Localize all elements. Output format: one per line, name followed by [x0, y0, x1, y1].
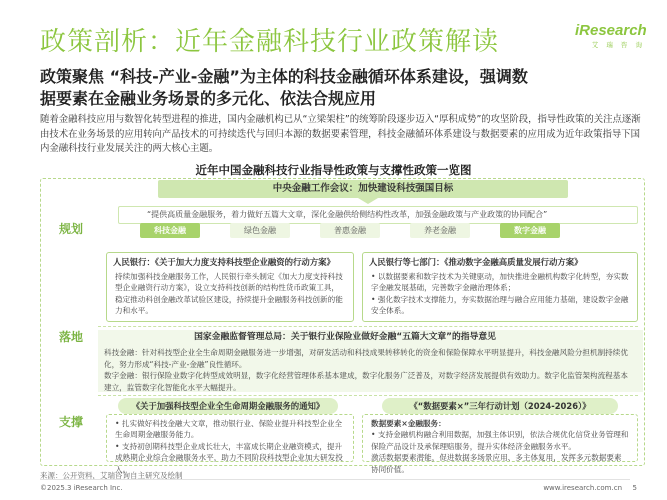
footer-divider: [40, 479, 630, 480]
iresearch-logo: [575, 22, 645, 49]
box-bullet: • 强化数字技术支撑能力，夯实数据治理与融合应用能力基础，建设数字金融安全体系。: [371, 294, 629, 316]
box-label: 数据要素×金融服务：: [371, 419, 446, 428]
tag-inclusive-finance: 普惠金融: [320, 223, 380, 238]
logo-brand: iResearch: [575, 22, 647, 39]
website-link[interactable]: www.iresearch.com.cn: [543, 484, 622, 492]
box-title: 人民银行：《关于加大力度支持科技型企业融资的行动方案》: [113, 257, 335, 267]
nfra-guidance-title: 国家金融监督管理总局：关于银行业保险业做好金融“五篇大文章”的指导意见: [194, 332, 496, 342]
subtitle: [40, 66, 640, 110]
data-elements-plan-box: [362, 414, 638, 474]
tech-finance-line: 科技金融：针对科技型企业全生命周期金融服务进一步增强，对研发活动和科技成果转移转化的资金和保险保障水平明显提升，科技金融风险分担机制持续优化，努力形成“科技-产业-金融”良性循环。: [104, 348, 628, 369]
logo-sub: 艾 瑞 咨 询: [591, 41, 645, 49]
box-body: 持续加强科技金融服务工作，人民银行牵头制定《加大力度支持科技型企业融资行动方案》，设立支持科技创新的结构性货币政策工具，稳定推动科创金融改革试验区建设，持续提升金融服务科技创新的能力和水平。: [115, 272, 343, 316]
section-divider: [98, 395, 638, 396]
meeting-quote: “提供高质量金融服务，着力做好五篇大文章，深化金融供给侧结构性改革，加强金融政策与产业政策的协同配合”: [118, 206, 638, 224]
pboc-tech-enterprise-box: [106, 252, 354, 322]
tag-pension-finance: 养老金融: [410, 223, 470, 238]
nfra-guidance-body: [104, 347, 634, 393]
source-note: 来源：公开资料，艾瑞咨询自主研究及绘制: [40, 471, 183, 480]
tag-digital-finance: 数字金融: [500, 223, 560, 238]
tag-tech-finance: 科技金融: [140, 223, 200, 238]
central-finance-meeting-banner: 中央金融工作会议：加快建设科技强国目标: [158, 180, 568, 198]
banner-arrow: [358, 198, 378, 204]
box-bullet: 激活数据要素潜能，促进数据多场景应用、多主体复用，发挥多元数据要素协同价值。: [371, 453, 622, 474]
box-title: 人民银行等七部门：《推动数字金融高质量发展行动方案》: [369, 257, 583, 267]
box-bullet: • 支持金融机构融合利用数据，加强主体识别，依法合规优化信贷业务管理和保险产品设计及承保理赔服务，提升实体经济金融服务水平。: [371, 430, 629, 451]
box-bullet: • 扎实做好科技金融大文章，推动银行业、保险业提升科技型企业全生命周期金融服务能力。: [115, 419, 343, 440]
section-divider: [98, 326, 638, 327]
section-label-plan: 规划: [58, 222, 83, 236]
page-title: 政策剖析：近年金融科技行业政策解读: [40, 27, 500, 57]
lifecycle-notice-box: [106, 414, 354, 474]
data-elements-plan-title: 《“数据要素×”三年行动计划（2024-2026）》: [382, 398, 618, 414]
intro-paragraph: 随着金融科技应用与数智化转型进程的推进，国内金融机构已从“立梁架柱”的统筹阶段逐步迈入“厚积成势”的攻坚阶段，指导性政策的关注点逐渐由技术在业务场景的应用转向产品技术的可持续迭代与回归本源的数据要素管理，科技金融循环体系建设与数据要素的应用成为近年政策指导下国内金融科技行业发展关注的两大核心主题。: [40, 114, 641, 154]
box-bullet: • 支持初创期科技型企业成长壮大，丰富成长期企业融资模式，提升成熟期企业综合金融服务水平，助力不同阶段科技型企业加大研发投入。: [115, 441, 343, 474]
pboc-digital-finance-box: [362, 252, 638, 322]
page-number: 5: [632, 484, 637, 492]
five-articles-tags: [120, 223, 636, 239]
section-label-support: 支撑: [58, 415, 83, 429]
tag-green-finance: 绿色金融: [230, 223, 290, 238]
subtitle-line-1: 政策聚焦 “科技-产业-金融”为主体的科技金融循环体系建设，强调数: [40, 67, 528, 86]
digital-finance-line: 数字金融：银行保险业数字化转型成效明显，数字化经营管理体系基本建成，数字化服务广泛普及，对数字经济发展提供有效助力。数字化监管架构流程基本建立，监管数字化智能化水平大幅提升。: [104, 371, 628, 392]
copyright: ©2025.3 iResearch Inc.: [40, 484, 123, 492]
section-label-implement: 落地: [58, 330, 83, 344]
box-bullet: • 以数据要素和数字技术为关键驱动，加快推进金融机构数字化转型，夯实数字金融发展基础，完善数字金融治理体系；: [371, 272, 629, 293]
lifecycle-notice-title: 《关于加强科技型企业全生命周期金融服务的通知》: [118, 398, 338, 414]
subtitle-line-2: 据要素在金融业务场景的多元化、依法合规应用: [40, 89, 377, 108]
chart-title: 近年中国金融科技行业指导性政策与支撑性政策一览图: [195, 163, 472, 177]
